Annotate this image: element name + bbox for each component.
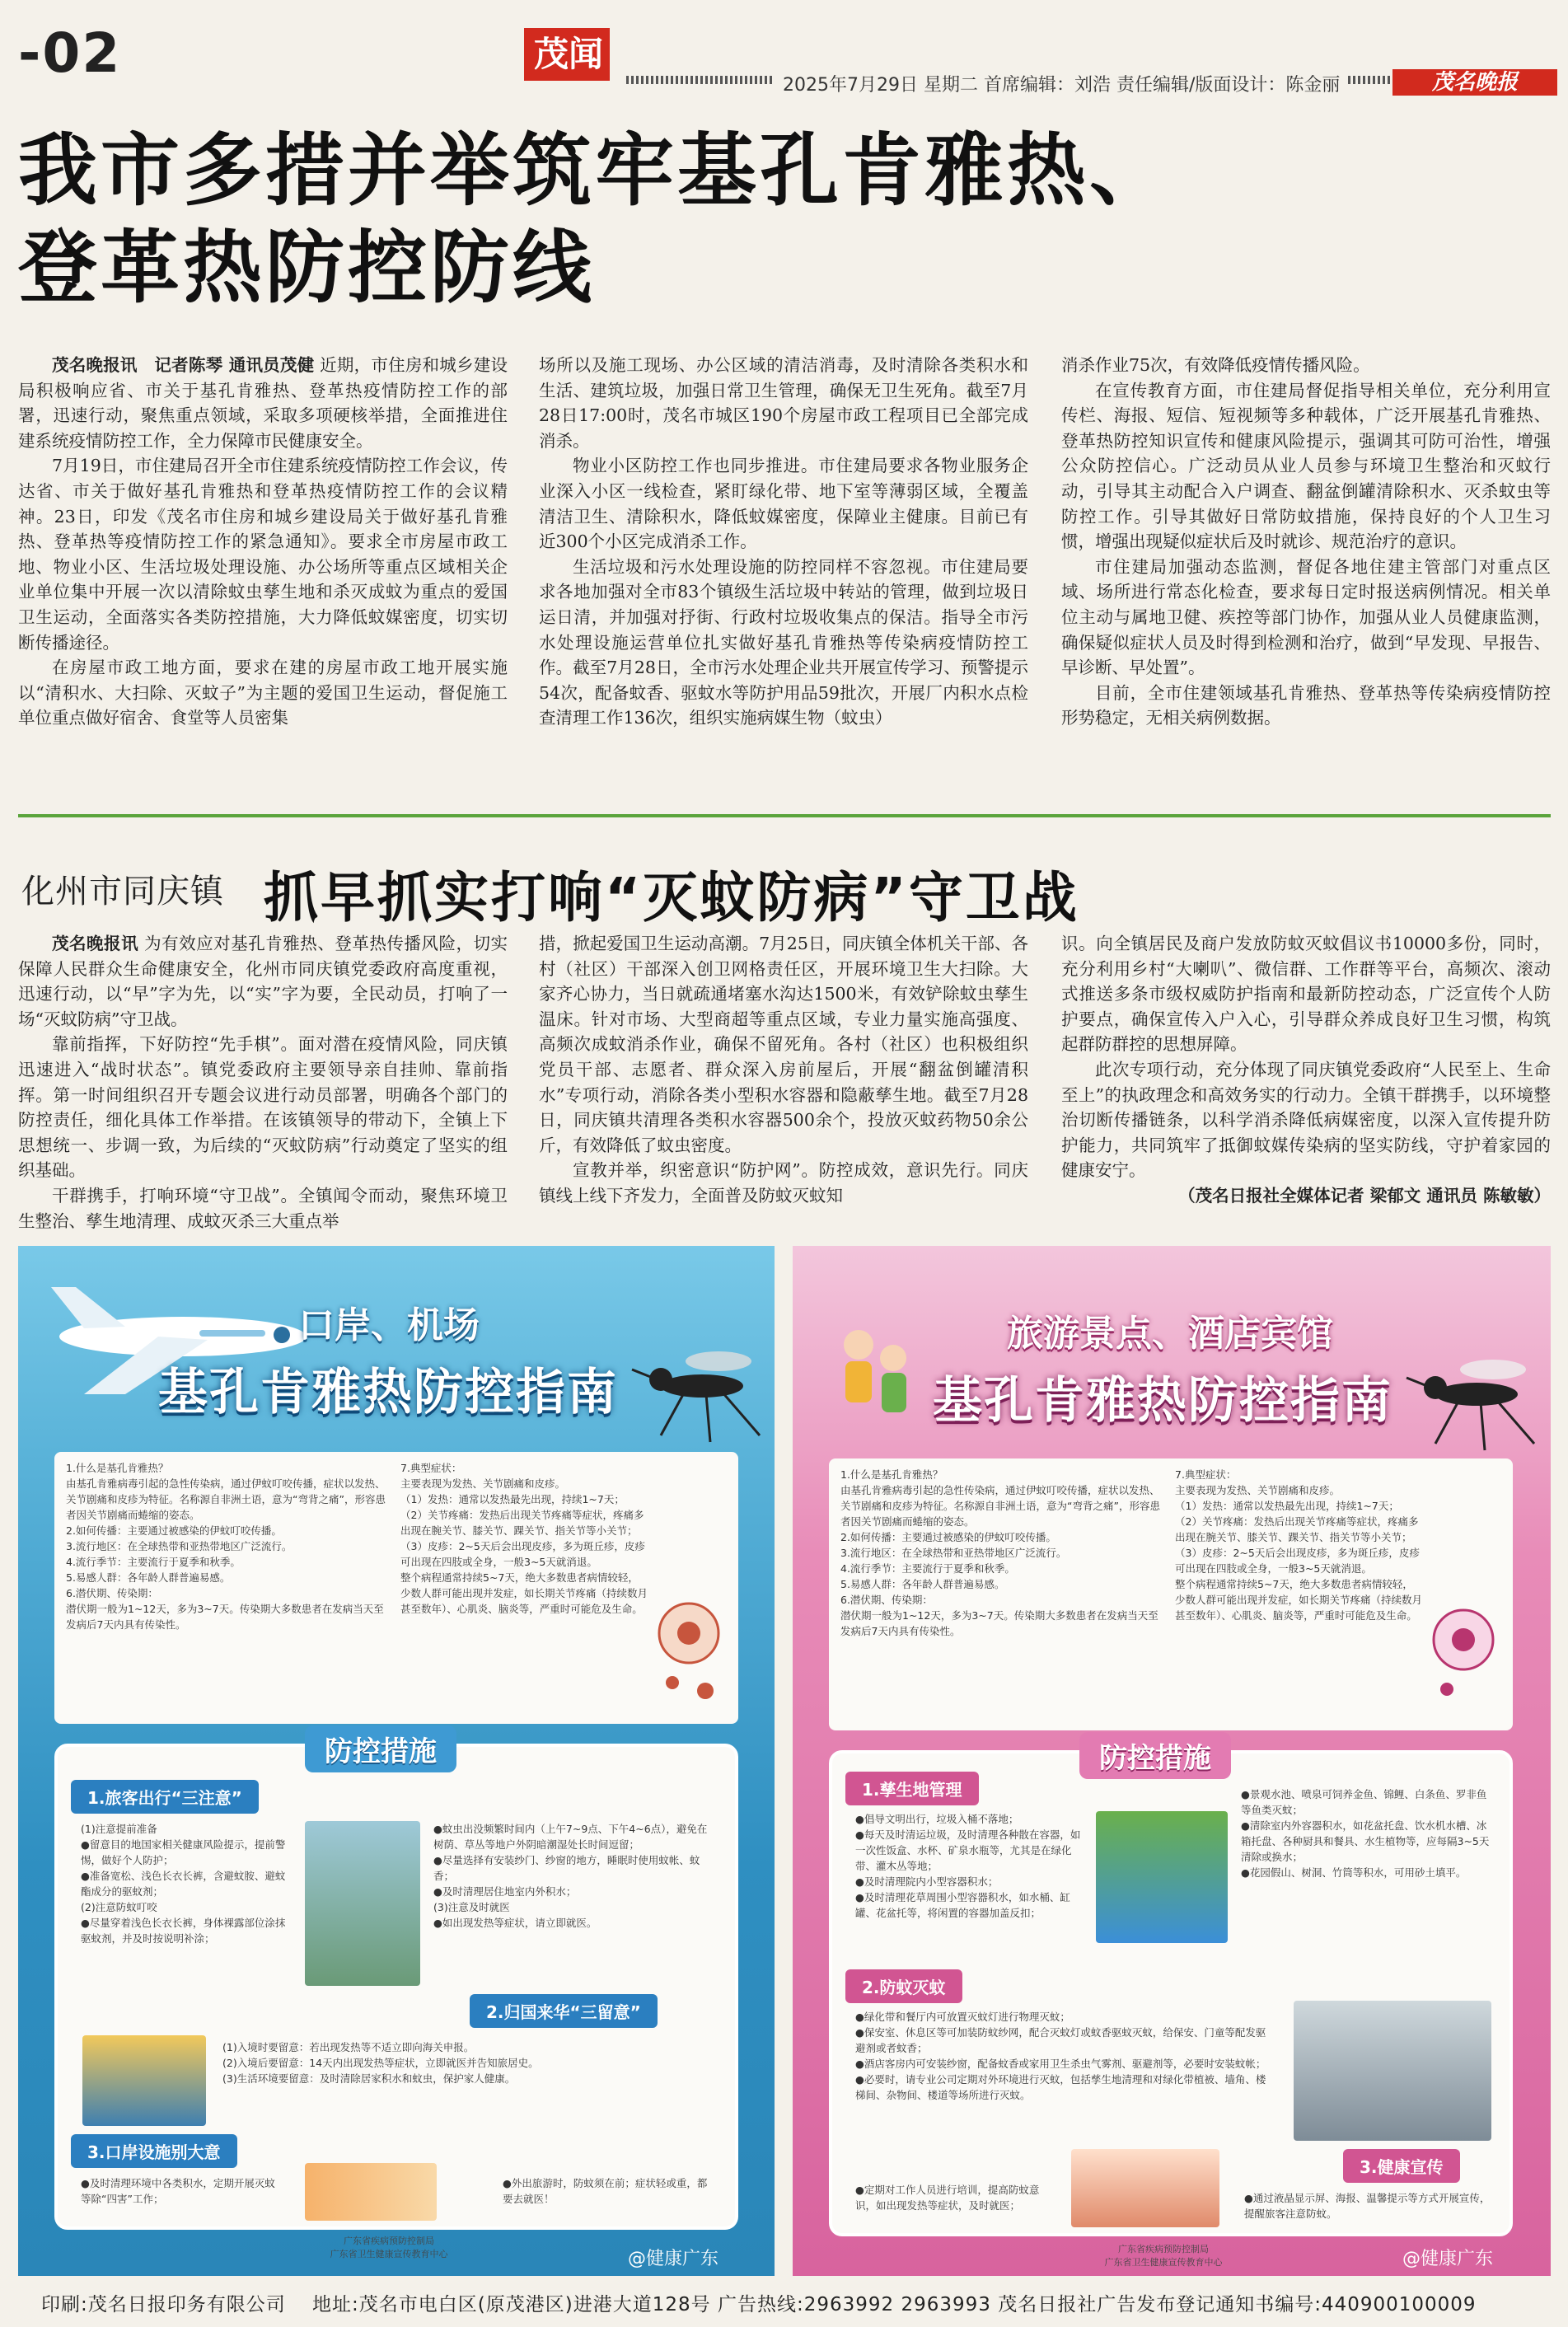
measure-section-2-label: 2.防蚊灭蚊: [845, 1969, 962, 2003]
measure-section-3-right: ●外出旅游时，防蚊须在前；症状轻或重，都要去就医！: [503, 2177, 708, 2205]
mosquito-icon: [628, 1320, 768, 1444]
newspaper-logo: 茂名晚报: [1392, 69, 1557, 96]
paragraph: 在房屋市政工地方面，要求在建的房屋市政工地开展实施以“清积水、大扫除、灭蚊子”为主题的爱国卫生运动，督促施工单位重点做好宿舍、食堂等人员密集: [18, 658, 508, 728]
poster-title: 基孔肯雅热防控指南: [158, 1364, 618, 1421]
article1-byline: 茂名晚报讯 记者陈琴 通讯员茂健: [52, 355, 315, 375]
article2-headline: 抓早抓实打响“灭蚊防病”守卫战: [264, 866, 1079, 929]
article2-byline: 茂名晚报讯: [52, 934, 139, 953]
measure-section-3-right: ●通过液晶显示屏、海报、温馨提示等方式开展宣传，提醒旅客注意防蚊。: [1244, 2192, 1491, 2220]
trash-bins-illustration: [1096, 1811, 1228, 1943]
dateline: 2025年7月29日 星期二 首席编辑：刘浩 责任编辑/版面设计：陈金丽: [775, 71, 1348, 96]
measure-section-2-text: ●绿化带和餐厅内可放置灭蚊灯进行物理灭蚊； ●保安室、休息区等可加装防蚊纱网，配合灭蚊灯或蚊香驱蚊灭蚊，给保安、门童等配发驱避剂或者蚊香； ●酒店客房内可安装纱窗，配备蚊香或家用卫生杀虫气雾剂、驱避剂等，必要时安装蚊帐； ●必要时，请专业公司定期对外环境进行灭蚊，包括孳生地清理和对绿化带植被、墙角、楼梯间、杂物间、楼道等场所进行灭蚊。: [855, 2011, 1266, 2101]
info-card: [829, 1458, 1513, 1730]
measure-section-3-label: 3.健康宣传: [1343, 2149, 1460, 2183]
article1-col3: [1061, 353, 1551, 731]
section-divider: [18, 814, 1551, 817]
headline-line1: 我市多措并举筑牢基孔肯雅热、: [18, 124, 1172, 217]
info-left-text: 1.什么是基孔肯雅热？ 由基孔肯雅病毒引起的急性传染病，通过伊蚊叮咬传播，症状以发热、关节剧痛和皮疹为特征。名称源自非洲土语，意为“弯背之痛”，形容患者因关节剧痛而蜷缩的姿态。 2.如何传播：主要通过被感染的伊蚊叮咬传播。 3.流行地区：在全球热带和亚热带地区广泛流行。 4.流行季节：主要流行于夏季和秋季。 5.易感人群：各年龄人群普遍易感。 6.潜伏期、传染期： 潜伏期一般为1~12天，多为3~7天。传染期大多数患者在发病当天至发病后7天内具有传染性。: [66, 1462, 386, 1631]
airport-staff-illustration: [82, 2035, 206, 2126]
measure-section-1-label: 1.旅客出行“三注意”: [71, 1780, 259, 1814]
measure-section-2-label: 2.归国来华“三留意”: [470, 1994, 658, 2028]
paragraph: 宣教并举，织密意识“防护网”。防控成效，意识先行。同庆镇线上线下齐发力，全面普及防蚊灭蚊知: [539, 1160, 1028, 1206]
kids-illustration-icon: [834, 1320, 916, 1452]
measures-panel: [829, 1742, 1513, 2236]
measure-section-3-left: ●定期对工作人员进行培训，提高防蚊意识，如出现发热等症状，及时就医；: [855, 2184, 1040, 2212]
poster-title: 基孔肯雅热防控指南: [933, 1372, 1392, 1430]
info-right-text: 7.典型症状： 主要表现为发热、关节剧痛和皮疹。 （1）发热：通常以发热最先出现，持续1~7天； （2）关节疼痛：发热后出现关节疼痛等症状，疼痛多出现在腕关节、膝关节、踝关节、指关节等小关节； （3）皮疹：2~5天后会出现皮疹，多为斑丘疹，皮疹可出现在四肢或全身，一般3~5天就消退。 整个病程通常持续5~7天，绝大多数患者病情较轻，少数人群可能出现并发症，如长期关节疼痛（持续数月甚至数年）、心肌炎、脑炎等，严重时可能危及生命。: [1175, 1468, 1423, 1622]
mosquito-icon: [1402, 1328, 1542, 1452]
measure-section-3-label: 3.口岸设施别大意: [71, 2134, 237, 2168]
training-illustration: [1071, 2149, 1219, 2227]
page-number: -02: [18, 21, 122, 85]
article2-col2: [539, 931, 1028, 1209]
poster-org: 广东省疾病预防控制局 广东省卫生健康宣传教育中心: [330, 2236, 448, 2259]
measure-section-1-right: ●蚊虫出没频繁时间内（上午7~9点、下午4~6点），避免在树荫、草丛等地户外阴暗潮湿处长时间逗留； ●尽量选择有安装纱门、纱窗的地方，睡眠时使用蚊帐、蚊香； ●及时清理居住地室内外积水； (3)注意及时就医 ●如出现发热等症状，请立即就医。: [433, 1823, 708, 1929]
measures-title: 防控措施: [305, 1725, 456, 1772]
paragraph: 目前，全市住建领域基孔肯雅热、登革热等传染病疫情防控形势稳定，无相关病例数据。: [1061, 682, 1551, 728]
mosquito-lamp-photo: [1294, 2001, 1491, 2141]
paragraph: 近期，市住房和城乡建设局积极响应省、市关于基孔肯雅热、登革热疫情防控工作的部署，迅速行动，聚焦重点领域，采取多项硬核举措，全面推进住建系统疫情防控工作，全力保障市民健康安全。: [18, 355, 508, 451]
info-right-text: 7.典型症状： 主要表现为发热、关节剧痛和皮疹。 （1）发热：通常以发热最先出现，持续1~7天； （2）关节疼痛：发热后出现关节疼痛等症状，疼痛多出现在腕关节、膝关节、踝关节、指关节等小关节； （3）皮疹：2~5天后会出现皮疹，多为斑丘疹，皮疹可出现在四肢或全身，一般3~5天就消退。 整个病程通常持续5~7天，绝大多数患者病情较轻，少数人群可能出现并发症，如长期关节疼痛（持续数月甚至数年）、心肌炎、脑炎等，严重时可能危及生命。: [400, 1462, 648, 1615]
paragraph: 物业小区防控工作也同步推进。市住建局要求各物业服务企业深入小区一线检查，紧盯绿化带、地下室等薄弱区域，全覆盖清洁卫生、清除积水，降低蚊媒密度，保障业主健康。目前已有近300个小区完成消杀工作。: [539, 456, 1028, 552]
poster-subtitle: 旅游景点、酒店宾馆: [1007, 1313, 1333, 1355]
measure-section-1-left: (1)注意提前准备 ●留意目的地国家相关健康风险提示，提前警惕，做好个人防护； ●准备宽松、浅色长衣长裤，含避蚊胺、避蚊酯成分的驱蚊剂； (2)注意防蚊叮咬 ●尽量穿着浅色长衣长裤，身体裸露部位涂抹驱蚊剂，并及时按说明补涂；: [81, 1823, 286, 1945]
article1-col2: [539, 353, 1028, 731]
paragraph: 7月19日，市住建局召开全市住建系统疫情防控工作会议，传达省、市关于做好基孔肯雅热和登革热疫情防控工作的会议精神。23日，印发《茂名市住房和城乡建设局关于做好基孔肯雅热、登革热等疫情防控工作的紧急通知》。要求全市房屋市政工地、物业小区、生活垃圾处理设施、办公场所等重点区域相关企业单位集中开展一次以清除蚊虫孳生地和杀灭成蚊为重点的爱国卫生运动，全面落实各类防控措施，大力降低蚊媒密度，切实切断传播途径。: [18, 456, 508, 653]
measure-section-2-text: (1)入境时要留意：若出现发热等不适立即向海关申报。 (2)入境后要留意：14天内出现发热等症状，立即就医并告知旅居史。 (3)生活环境要留意：及时清除居家积水和蚊虫，保护家人健康。: [222, 2041, 539, 2085]
paragraph: 识。向全镇居民及商户发放防蚊灭蚊倡议书10000多份，同时，充分利用乡村“大喇叭”、微信群、工作群等平台，高频次、滚动式推送多条市级权威防护指南和最新防控动态，广泛宣传个人防护要点，确保宣传入户入心，引导群众养成良好卫生习惯，构筑起群防群控的思想屏障。: [1061, 934, 1551, 1055]
paragraph: 靠前指挥，下好防控“先手棋”。面对潜在疫情风险，同庆镇迅速进入“战时状态”。镇党委政府主要领导亲自挂帅、靠前指挥。第一时间组织召开专题会议进行动员部署，明确各个部门的防控责任，细化具体工作举措。在该镇领导的带动下，全镇上下思想统一、步调一致，为后续的“灭蚊防病”行动奠定了坚实的组织基础。: [18, 1034, 508, 1181]
article2-col3: [1061, 931, 1551, 1209]
travel-photo: [305, 1821, 420, 1986]
paragraph: 在宣传教育方面，市住建局督促指导相关单位，充分利用宣传栏、海报、短信、短视频等多种载体，广泛开展基孔肯雅热、登革热防控知识宣传和健康风险提示，强调其可防可治性，增强公众防控信心。广泛动员从业人员参与环境卫生整治和灭蚊行动，引导其主动配合入户调查、翻盆倒罐清除积水、灭杀蚊虫等防控工作。引导其做好日常防蚊措施，保持良好的个人卫生习惯，增强出现疑似症状后及时就诊、规范治疗的意识。: [1061, 380, 1551, 552]
paragraph: 此次专项行动，充分体现了同庆镇党委政府“人民至上、生命至上”的执政理念和高效务实的行动力。全镇干群携手，以环境整治切断传播链条，以科学消杀降低病媒密度，以深入宣传提升防护能力，共同筑牢了抵御蚊媒传染病的坚实防线，守护着家园的健康安宁。: [1061, 1059, 1551, 1181]
headline-line2: 登革热防控防线: [18, 222, 595, 314]
article1-col1: [18, 353, 508, 731]
info-left-text: 1.什么是基孔肯雅热？ 由基孔肯雅病毒引起的急性传染病，通过伊蚊叮咬传播，症状以发热、关节剧痛和皮疹为特征。名称源自非洲土语，意为“弯背之痛”，形容患者因关节剧痛而蜷缩的姿态。 2.如何传播：主要通过被感染的伊蚊叮咬传播。 3.流行地区：在全球热带和亚热带地区广泛流行。 4.流行季节：主要流行于夏季和秋季。 5.易感人群：各年龄人群普遍易感。 6.潜伏期、传染期： 潜伏期一般为1~12天，多为3~7天。传染期大多数患者在发病当天至发病后7天内具有传染性。: [840, 1468, 1160, 1637]
measure-section-1-right: ●景观水池、喷泉可饲养金鱼、锦鲤、白条鱼、罗非鱼等鱼类灭蚊； ●清除室内外容器积水，如花盆托盘、饮水机水槽、冰箱托盘、各种厨具和餐具、水生植物等，应每隔3~5天清除或换水； ●花园假山、树洞、竹筒等积水，可用砂土填平。: [1241, 1788, 1490, 1879]
weibo-handle: @健康广东: [628, 2249, 719, 2269]
ticket-illustration: [305, 2163, 437, 2221]
poster-org: 广东省疾病预防控制局 广东省卫生健康宣传教育中心: [1104, 2244, 1223, 2268]
paragraph: 场所以及施工现场、办公区域的清洁消毒，及时清除各类积水和生活、建筑垃圾，加强日常卫生管理，确保无卫生死角。截至7月28日17:00时，茂名市城区190个房屋市政工程项目已全部完成消杀。: [539, 355, 1028, 451]
paragraph: 生活垃圾和污水处理设施的防控同样不容忽视。市住建局要求各地加强对全市83个镇级生活垃圾中转站的管理，做到垃圾日运日清，并加强对抒街、行政村垃圾收集点的保洁。指导全市污水处理设施运营单位扎实做好基孔肯雅热等传染病疫情防控工作。截至7月28日，全市污水处理企业共开展宣传学习、预警提示54次，配备蚊香、驱蚊水等防护用品59批次，开展厂内积水点检查清理工作136次，组织实施病媒生物（蚊虫）: [539, 556, 1028, 728]
poster-tourist-hotels: [793, 1246, 1551, 2276]
article2-col1: [18, 931, 508, 1234]
paragraph: 干群携手，打响环境“守卫战”。全镇闻令而动，聚焦环境卫生整治、孳生地清理、成蚊灭杀三大重点举: [18, 1185, 508, 1231]
article2-kicker: 化州市同庆镇: [21, 873, 224, 911]
paragraph: 为有效应对基孔肯雅热、登革热传播风险，切实保障人民群众生命健康安全，化州市同庆镇党委政府高度重视，迅速行动，以“早”字为先，以“实”字为要，全民动员，打响了一场“灭蚊防病”守卫战。: [18, 934, 508, 1029]
virus-icon: [1422, 1590, 1505, 1714]
measure-section-1-label: 1.孳生地管理: [845, 1772, 979, 1805]
poster-ports-airports: [18, 1246, 775, 2276]
page-footer: 印刷:茂名日报印务有限公司 地址:茂名市电白区(原茂港区)进港大道128号 广告热线:2963992 2963993 茂名日报社广告发布登记通知书编号:440900100009: [41, 2294, 1477, 2315]
paragraph: 消杀作业75次，有效降低疫情传播风险。: [1061, 355, 1370, 375]
measures-panel: [54, 1735, 738, 2230]
virus-icon: [648, 1584, 730, 1707]
paragraph: 措，掀起爱国卫生运动高潮。7月25日，同庆镇全体机关干部、各村（社区）干部深入创卫网格责任区，开展环境卫生大扫除。大家齐心协力，当日就疏通堵塞水沟达1500米，有效铲除蚊虫孳生温床。针对市场、大型商超等重点区域，专业力量实施高强度、高频次成蚊消杀作业，确保不留死角。各村（社区）也积极组织党员干部、志愿者、群众深入房前屋后，开展“翻盆倒罐清积水”专项行动，消除各类小型积水容器和隐蔽孳生地。截至7月28日，同庆镇共清理各类积水容器500余个，投放灭蚊药物50余公斤，有效降低了蚊虫密度。: [539, 934, 1028, 1155]
paragraph: 市住建局加强动态监测，督促各地住建主管部门对重点区域、场所进行常态化检查，要求每日定时报送病例情况。相关单位主动与属地卫健、疾控等部门协作，加强从业人员健康监测，确保疑似症状人员及时得到检测和治疗，做到“早发现、早报告、早诊断、早处置”。: [1061, 556, 1551, 678]
article1-headline: [18, 122, 1551, 316]
masthead: [0, 0, 1568, 96]
poster-subtitle: 口岸、机场: [298, 1304, 480, 1346]
measure-section-1-left: ●倡导文明出行，垃圾入桶不落地； ●每天及时清运垃圾，及时清理各种散在容器，如一次性饭盒、水杯、矿泉水瓶等，尤其是在绿化带、灌木丛等地； ●及时清理院内小型容器积水； ●及时清理花草周围小型容器积水，如水桶、缸罐、花盆托等，将闲置的容器加盖反扣；: [855, 1813, 1081, 1919]
measure-section-3-left: ●及时清理环境中各类积水，定期开展灭蚊等除“四害”工作；: [81, 2177, 275, 2205]
weibo-handle: @健康广东: [1402, 2249, 1494, 2269]
article2-credit: （茂名日报社全媒体记者 梁郁文 通讯员 陈敏敏）: [1178, 1185, 1551, 1206]
measures-title: 防控措施: [1079, 1732, 1231, 1779]
info-card: [54, 1452, 738, 1724]
section-tag: 茂闻: [524, 28, 610, 81]
